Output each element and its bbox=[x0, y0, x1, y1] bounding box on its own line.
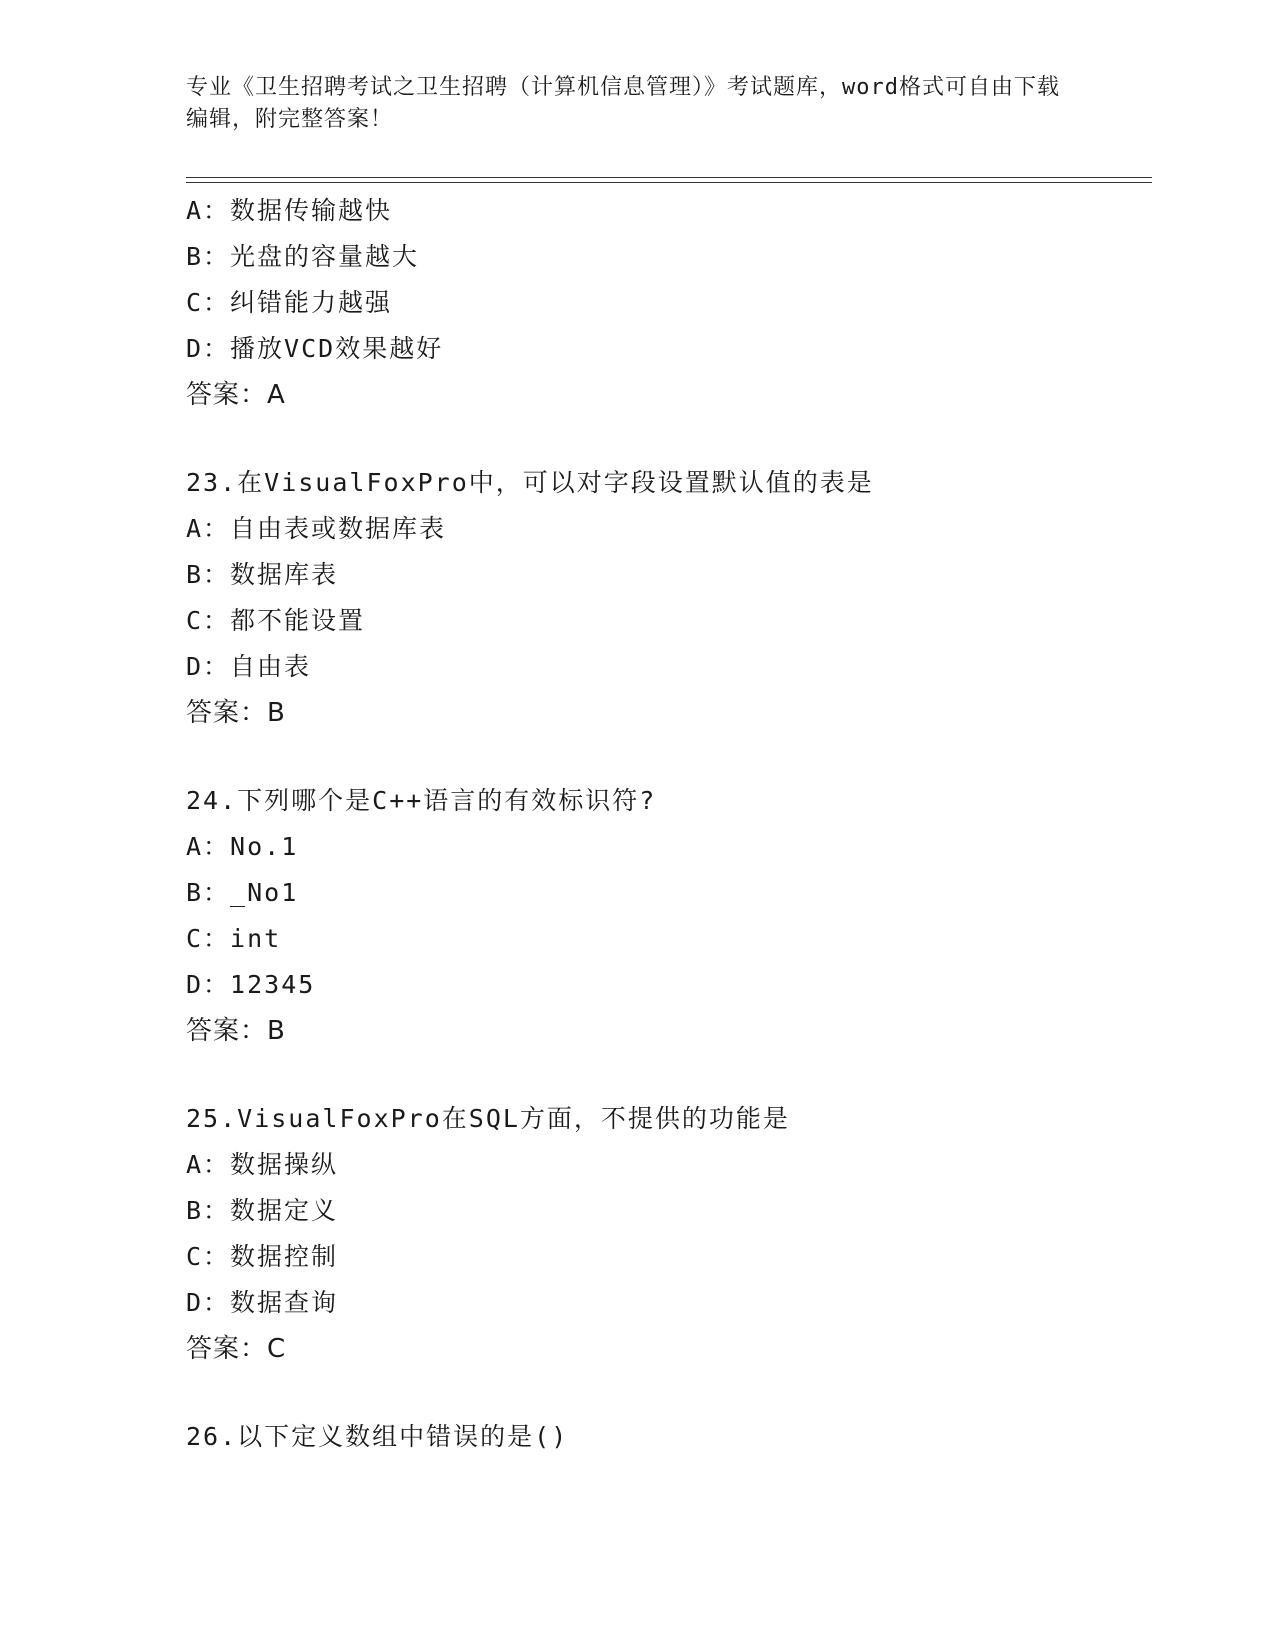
question-24 bbox=[186, 778, 1146, 1054]
option-d: D：播放VCD效果越好 bbox=[186, 334, 444, 363]
question-25 bbox=[186, 1096, 1146, 1372]
option-d: D：12345 bbox=[186, 970, 316, 999]
question-stem: 24.下列哪个是C++语言的有效标识符? bbox=[186, 786, 657, 815]
question-stem: 25.VisualFoxPro在SQL方面，不提供的功能是 bbox=[186, 1104, 790, 1133]
option-b: B：光盘的容量越大 bbox=[186, 242, 420, 271]
question-list bbox=[186, 188, 1146, 1460]
question-26 bbox=[186, 1414, 1146, 1460]
header-rule-top bbox=[186, 177, 1152, 178]
question-stem: 26.以下定义数组中错误的是() bbox=[186, 1422, 569, 1451]
option-c: C：纠错能力越强 bbox=[186, 288, 393, 317]
document-header: 专业《卫生招聘考试之卫生招聘（计算机信息管理）》考试题库，word格式可自由下载编辑，附完整答案！ bbox=[186, 75, 1060, 132]
question-stem: 23.在VisualFoxPro中，可以对字段设置默认值的表是 bbox=[186, 468, 874, 497]
option-a: A：No.1 bbox=[186, 832, 299, 861]
answer: 答案：A bbox=[186, 380, 286, 410]
question-23 bbox=[186, 460, 1146, 736]
answer: 答案：B bbox=[186, 1016, 286, 1046]
option-b: B：数据库表 bbox=[186, 560, 339, 589]
option-c: C：都不能设置 bbox=[186, 606, 366, 635]
option-a: A：数据操纵 bbox=[186, 1150, 339, 1179]
option-d: D：自由表 bbox=[186, 652, 312, 681]
answer: 答案：C bbox=[186, 1334, 287, 1364]
option-c: C：int bbox=[186, 924, 282, 953]
option-b: B：_No1 bbox=[186, 878, 299, 907]
option-a: A：自由表或数据库表 bbox=[186, 514, 447, 543]
option-b: B：数据定义 bbox=[186, 1196, 339, 1225]
question-22-fragment bbox=[186, 188, 1146, 418]
option-a: A：数据传输越快 bbox=[186, 196, 393, 225]
option-c: C：数据控制 bbox=[186, 1242, 339, 1271]
answer: 答案：B bbox=[186, 698, 286, 728]
option-d: D：数据查询 bbox=[186, 1288, 339, 1317]
header-rule-bottom bbox=[186, 182, 1152, 183]
